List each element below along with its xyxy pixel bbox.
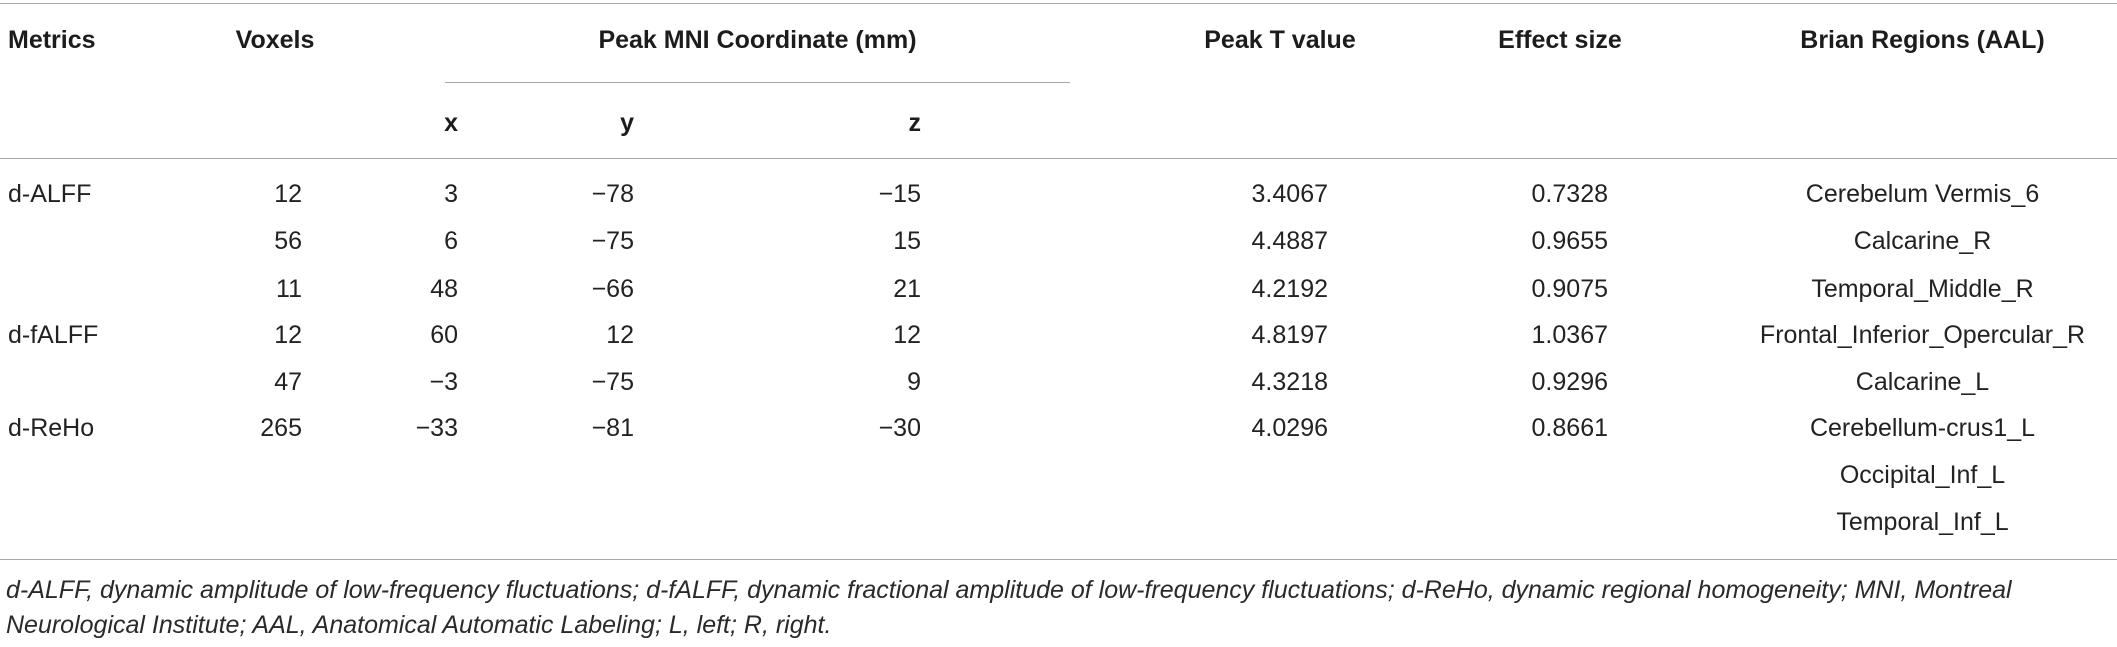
cell-y: −81 bbox=[591, 414, 634, 442]
cell-x: 6 bbox=[444, 227, 458, 255]
cell-x: 3 bbox=[444, 180, 458, 208]
cell-peak-t: 4.2192 bbox=[1251, 275, 1328, 303]
cell-z: 9 bbox=[907, 368, 921, 396]
cell-x: −3 bbox=[429, 368, 458, 396]
cell-voxels: 56 bbox=[274, 227, 302, 255]
cell-z: 15 bbox=[893, 227, 921, 255]
cell-peak-t: 3.4067 bbox=[1251, 180, 1328, 208]
cell-x: −33 bbox=[415, 414, 458, 442]
cell-effect-size: 0.9075 bbox=[1531, 275, 1608, 303]
cell-y: 12 bbox=[606, 321, 634, 349]
cell-z: −30 bbox=[878, 414, 921, 442]
cell-voxels: 47 bbox=[274, 368, 302, 396]
cell-region: Calcarine_R bbox=[1853, 227, 1992, 255]
header-effect-size: Effect size bbox=[1498, 26, 1622, 54]
cell-region: Occipital_Inf_L bbox=[1839, 461, 2006, 489]
cell-voxels: 265 bbox=[260, 414, 302, 442]
cell-y: −75 bbox=[591, 227, 634, 255]
cell-voxels: 12 bbox=[274, 180, 302, 208]
cell-y: −75 bbox=[591, 368, 634, 396]
cell-region: Calcarine_L bbox=[1855, 368, 1990, 396]
header-y: y bbox=[620, 109, 634, 137]
cell-effect-size: 0.9655 bbox=[1531, 227, 1608, 255]
header-bottom-rule bbox=[0, 158, 2117, 159]
cell-peak-t: 4.4887 bbox=[1251, 227, 1328, 255]
cell-metric: d-fALFF bbox=[8, 321, 99, 349]
mni-subheader-rule bbox=[445, 82, 1070, 83]
header-regions: Brian Regions (AAL) bbox=[1800, 26, 2045, 54]
cell-region: Temporal_Inf_L bbox=[1836, 508, 2009, 536]
cell-voxels: 12 bbox=[274, 321, 302, 349]
header-voxels: Voxels bbox=[235, 26, 315, 54]
cell-peak-t: 4.0296 bbox=[1251, 414, 1328, 442]
header-metrics: Metrics bbox=[8, 26, 96, 54]
cell-x: 48 bbox=[430, 275, 458, 303]
cell-region: Cerebelum Vermis_6 bbox=[1805, 180, 2040, 208]
cell-x: 60 bbox=[430, 321, 458, 349]
cell-metric: d-ReHo bbox=[8, 414, 95, 442]
cell-y: −78 bbox=[591, 180, 634, 208]
cell-z: −15 bbox=[878, 180, 921, 208]
table-bottom-rule bbox=[0, 559, 2117, 560]
cell-voxels: 11 bbox=[276, 275, 302, 303]
cell-peak-t: 4.8197 bbox=[1251, 321, 1328, 349]
table-footnote: d-ALFF, dynamic amplitude of low-frequency fluctuations; d-fALFF, dynamic fractional amplitude of low-frequency fluctuations; d-ReHo, dynamic regional homogeneity; MNI, Montreal Neurological Institute; AAL, Anatomical Automatic Labeling; L, left; R, right. bbox=[6, 576, 2012, 639]
header-x: x bbox=[444, 109, 458, 137]
header-peak-t: Peak T value bbox=[1204, 26, 1356, 54]
cell-effect-size: 1.0367 bbox=[1531, 321, 1608, 349]
top-rule bbox=[0, 3, 2117, 4]
cell-region: Cerebellum-crus1_L bbox=[1809, 414, 2036, 442]
cell-effect-size: 0.7328 bbox=[1531, 180, 1608, 208]
cell-y: −66 bbox=[591, 275, 634, 303]
cell-z: 21 bbox=[893, 275, 921, 303]
cell-effect-size: 0.9296 bbox=[1531, 368, 1608, 396]
header-peak-mni: Peak MNI Coordinate (mm) bbox=[598, 26, 917, 54]
cell-region: Temporal_Middle_R bbox=[1811, 275, 2034, 303]
cell-peak-t: 4.3218 bbox=[1251, 368, 1328, 396]
cell-metric: d-ALFF bbox=[8, 180, 92, 208]
header-z: z bbox=[908, 109, 921, 137]
cell-region: Frontal_Inferior_Opercular_R bbox=[1759, 321, 2086, 349]
cell-z: 12 bbox=[893, 321, 921, 349]
cell-effect-size: 0.8661 bbox=[1531, 414, 1608, 442]
